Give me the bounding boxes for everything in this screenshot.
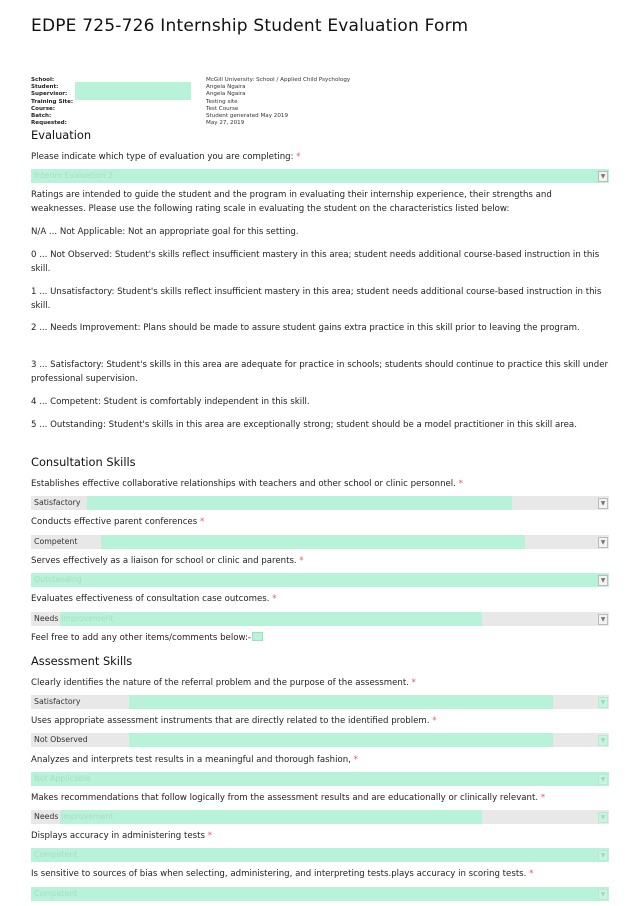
scale-4: 4 ... Competent: Student is comfortably independent in this skill. — [31, 397, 310, 407]
dropdown-arrow-icon: ▼ — [598, 575, 608, 586]
meta-values — [206, 77, 350, 127]
evaluation-type-select[interactable] — [31, 169, 609, 183]
scale-0: 0 ... Not Observed: Student's skills reflect insufficient mastery in this area; student needs additional course-based instruction in this skill. — [31, 250, 600, 274]
required-mark: * — [296, 152, 301, 162]
consultation-q3-select[interactable] — [31, 573, 609, 587]
meta-label-student: Student: — [31, 84, 59, 91]
assessment-q4: Makes recommendations that follow logically from the assessment results and are educationally or clinically relevant. * — [31, 793, 546, 803]
assessment-q5-value: Competent — [34, 850, 78, 859]
assessment-q1-select[interactable] — [31, 695, 609, 709]
assessment-q4-value: Needs Improvement — [34, 812, 114, 821]
evaluation-heading: Evaluation — [31, 128, 92, 142]
dropdown-arrow-icon: ▼ — [598, 614, 608, 625]
page-title: EDPE 725-726 Internship Student Evaluation Form — [31, 16, 469, 36]
meta-label-school: School: — [31, 77, 55, 83]
dropdown-arrow-icon: ▼ — [598, 697, 608, 708]
consultation-q3: Serves effectively as a liaison for school or clinic and parents. * — [31, 556, 304, 566]
meta-value-supervisor: Angela Ngaira — [206, 91, 246, 98]
meta-label-training-site: Training Site: — [31, 98, 74, 105]
meta-label-supervisor: Supervisor: — [31, 91, 68, 98]
consultation-heading: Consultation Skills — [31, 455, 136, 469]
consultation-q4: Evaluates effectiveness of consultation case outcomes. * — [31, 594, 277, 604]
consultation-q3-value: Outstanding — [34, 575, 82, 584]
meta-value-school: McGill University: School / Applied Child Psychology — [206, 77, 351, 83]
comments-prompt: Feel free to add any other items/comments below:- — [31, 631, 609, 645]
scale-5: 5 ... Outstanding: Student's skills in this area are exceptionally strong; student should be a model practitioner in this skill area. — [31, 420, 577, 430]
scale-na: N/A ... Not Applicable: Not an appropriate goal for this setting. — [31, 227, 299, 237]
assessment-q6: Is sensitive to sources of bias when selecting, administering, and interpreting tests.plays accuracy in scoring tests. * — [31, 869, 534, 879]
assessment-q3: Analyzes and interprets test results in a meaningful and thorough fashion, * — [31, 755, 358, 765]
meta-label-course: Course: — [31, 105, 56, 112]
assessment-q6-value: Competent — [34, 889, 78, 898]
comments-input[interactable] — [252, 632, 263, 641]
assessment-q1-value: Satisfactory — [34, 697, 81, 706]
consultation-q1: Establishes effective collaborative relationships with teachers and other school or clinic personnel. * — [31, 479, 463, 489]
dropdown-arrow-icon: ▼ — [598, 889, 608, 900]
meta-label-requested: Requested: — [31, 120, 67, 127]
consultation-q1-select[interactable] — [31, 496, 609, 510]
assessment-q4-select[interactable] — [31, 810, 609, 824]
meta-labels — [31, 77, 73, 127]
scale-2: 2 ... Needs Improvement: Plans should be made to assure student gains extra practice in this skill prior to leaving the program. — [31, 323, 580, 333]
dropdown-arrow-icon: ▼ — [598, 812, 608, 823]
consultation-q4-select[interactable] — [31, 612, 609, 626]
scale-1: 1 ... Unsatisfactory: Student's skills reflect insufficient mastery in this area; student needs additional course-based instruction in this skill. — [31, 287, 602, 311]
assessment-q1: Clearly identifies the nature of the referral problem and the purpose of the assessment. * — [31, 678, 416, 688]
meta-value-training-site: Testing site — [206, 98, 238, 105]
consultation-q4-value: Needs Improvement — [34, 614, 114, 623]
assessment-q6-select[interactable] — [31, 887, 609, 901]
meta-value-requested: May 27, 2019 — [206, 120, 245, 127]
assessment-q2: Uses appropriate assessment instruments that are directly related to the identified problem. * — [31, 716, 437, 726]
assessment-heading: Assessment Skills — [31, 654, 133, 668]
assessment-q2-value: Not Observed — [34, 735, 88, 744]
scale-3: 3 ... Satisfactory: Student's skills in this area are adequate for practice in schools; students should continue to practice this skill under professional supervision. — [31, 360, 609, 384]
assessment-q3-select[interactable] — [31, 772, 609, 786]
evaluation-type-question: Please indicate which type of evaluation you are completing: * — [31, 152, 301, 162]
assessment-q5-select[interactable] — [31, 848, 609, 862]
dropdown-arrow-icon: ▼ — [598, 735, 608, 746]
meta-value-student: Angela Ngaira — [206, 84, 246, 91]
meta-value-course: Test Course — [206, 105, 239, 112]
evaluation-type-value: Interim Evaluation 2 — [34, 171, 114, 180]
meta-label-batch: Batch: — [31, 113, 52, 120]
consultation-q2-select[interactable] — [31, 535, 609, 549]
consultation-q1-value: Satisfactory — [34, 498, 81, 507]
student-highlight — [75, 82, 191, 100]
meta-value-batch: Student generated May 2019 — [206, 113, 289, 120]
rating-intro: Ratings are intended to guide the student and the program in evaluating their internship experience, their strengths and weaknesses. Please use the following rating scale in evaluating the student on the characteristics listed below: — [31, 190, 552, 214]
dropdown-arrow-icon: ▼ — [598, 774, 608, 785]
consultation-q2: Conducts effective parent conferences * — [31, 517, 205, 527]
dropdown-arrow-icon: ▼ — [598, 498, 608, 509]
dropdown-arrow-icon: ▼ — [598, 537, 608, 548]
consultation-q2-value: Competent — [34, 537, 78, 546]
assessment-q2-select[interactable] — [31, 733, 609, 747]
assessment-q3-value: Not Applicable — [34, 774, 91, 783]
dropdown-arrow-icon: ▼ — [598, 171, 608, 182]
dropdown-arrow-icon: ▼ — [598, 850, 608, 861]
assessment-q5: Displays accuracy in administering tests * — [31, 831, 212, 841]
